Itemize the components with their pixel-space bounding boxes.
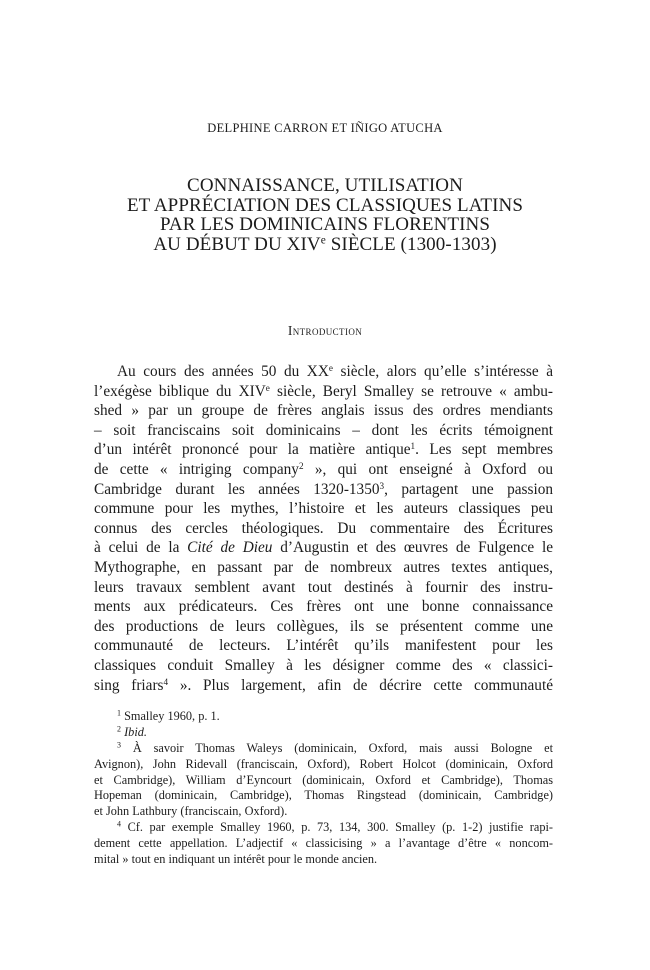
body-line: d’un intérêt prononcé pour la matière antique$^1$. Les sept membres <box>94 441 553 459</box>
body-line: de cette « intriging company$^2$ », qui ont enseigné à Oxford ou <box>94 460 554 478</box>
body-line: à celui de la Cité de Dieu d’Augustin et des œuvres de Fulgence le <box>94 539 553 557</box>
body-line: classiques conduit Smalley à les désigner comme des « classici- <box>94 656 553 674</box>
footnote-ref-4: 4 <box>163 676 169 687</box>
body-line: Cambridge durant les années 1320-1350$^3$, partagent une passion <box>94 480 553 498</box>
footnotes <box>94 709 553 868</box>
footnote-3-line: Hopeman (dominicain, Cambridge), Thomas Ringstead (dominicain, Cambridge) <box>94 788 553 803</box>
section-heading: Introduction <box>287 323 363 338</box>
body-line: leurs travaux semblent avant tout destinés à fournir des instru- <box>94 578 553 596</box>
body-line: commune pour les mythes, l’histoire et les auteurs classiques peu <box>94 500 553 518</box>
body-line: sing friars$^4$ ». Plus largement, afin de décrire cette communauté <box>94 676 553 694</box>
footnote-3-line: Avignon), John Ridevall (franciscain, Oxford), Robert Holcot (dominicain, Oxford <box>94 756 553 771</box>
title-line-4: AU DÉBUT DU XIVe SIÈCLE (1300-1303) <box>153 233 497 255</box>
body-line: shed » par un groupe de frères anglais issus des ordres mendiants <box>94 402 553 420</box>
body-line: Au cours des années 50 du XXe siècle, alors qu’elle s’intéresse à <box>117 362 553 380</box>
footnote-4: $^4$ Cf. par exemple Smalley 1960, p. 73, 134, 300. Smalley (p. 1-2) justifie rapi- <box>117 819 553 835</box>
body-line: communauté de lecteurs. L’intérêt qu’ils manifestent pour les <box>94 637 553 655</box>
footnote-3-line: et Cambridge), William d’Eyncourt (dominicain, Oxford et Cambridge), Thomas <box>94 772 553 787</box>
footnote-ref-3: 3 <box>379 480 385 491</box>
article-title <box>0 176 650 254</box>
title-line-1: CONNAISSANCE, UTILISATION <box>187 175 463 196</box>
footnote-ref-1: 1 <box>410 441 416 452</box>
body-line: ments aux prédicateurs. Ces frères ont une bonne connaissance <box>94 598 553 616</box>
running-header-authors: DELPHINE CARRON ET IÑIGO ATUCHA <box>207 121 443 135</box>
footnote-1: $^1$ Smalley 1960, p. 1. <box>117 708 220 723</box>
footnote-3: $^3$ À savoir Thomas Waleys (dominicain, Oxford, mais aussi Bologne et <box>117 740 553 755</box>
footnote-ref-2: 2 <box>298 460 304 471</box>
title-line-2: ET APPRÉCIATION DES CLASSIQUES LATINS <box>126 194 524 216</box>
body-line: Mythographe, en passant par de nombreux autres textes antiques, <box>94 558 553 576</box>
footnote-4-line: mital » tout en indiquant un intérêt pour le monde ancien. <box>94 852 378 867</box>
footnote-2: $^2$ Ibid. <box>117 724 147 739</box>
body-paragraph <box>94 362 553 695</box>
title-line-3: PAR LES DOMINICAINS FLORENTINS <box>159 214 491 235</box>
body-line: des productions de leurs collègues, ils se présentent comme une <box>94 617 553 635</box>
body-line: – soit franciscains soit dominicains – dont les écrits témoignent <box>94 421 553 439</box>
body-line: l’exégèse biblique du XIVe siècle, Beryl Smalley se retrouve « ambu- <box>94 382 554 400</box>
body-line: connus des cercles théologiques. Du commentaire des Écritures <box>94 519 553 537</box>
footnote-4-line: dement cette appellation. L’adjectif « classicising » a l’avantage d’être « noncom- <box>94 836 553 851</box>
footnote-3-line: et John Lathbury (franciscain, Oxford). <box>94 804 288 819</box>
